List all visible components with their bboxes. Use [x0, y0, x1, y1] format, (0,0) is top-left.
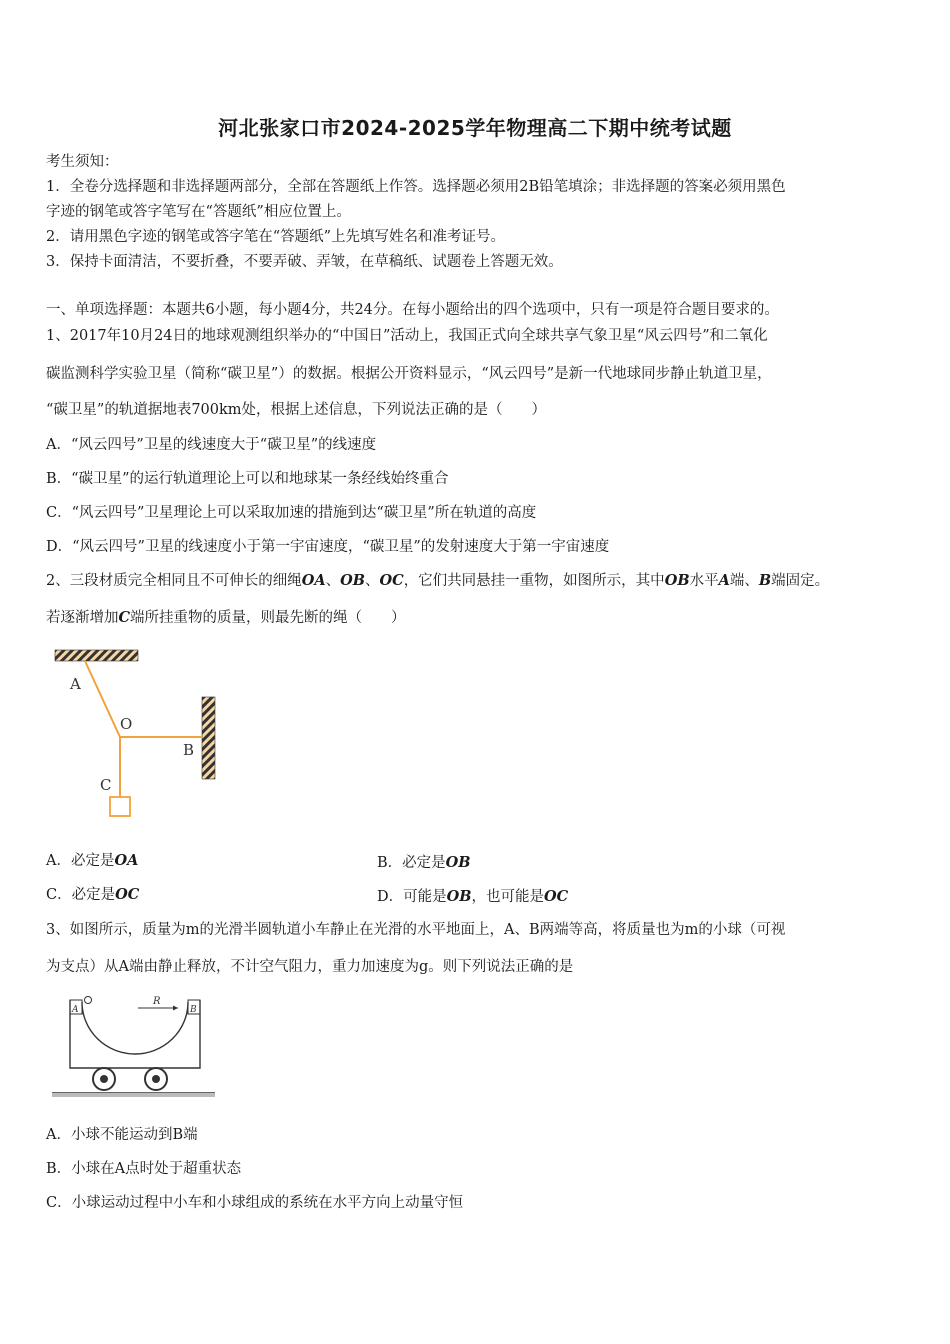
notice-item-1-cont: 字迹的钢笔或答字笔写在“答题纸”相应位置上。 [46, 204, 351, 220]
q2-rope-figure [50, 645, 230, 825]
ball [85, 997, 92, 1004]
q2-option-c [46, 885, 139, 905]
q2-option-a [46, 851, 138, 871]
wheel-right-hub [152, 1075, 160, 1083]
label-a: A [72, 1005, 79, 1015]
q2-var: OC [379, 572, 404, 589]
q1-option-d: D．“风云四号”卫星的线速度小于第一宇宙速度，“碳卫星”的发射速度大于第一宇宙速度 [46, 539, 610, 555]
q3-option-a: A．小球不能运动到B端 [46, 1127, 198, 1143]
ground-hatch [52, 1093, 215, 1097]
q3-line-2: 为支点）从A端由静止释放，不计空气阻力，重力加速度为g。则下列说法正确的是 [46, 959, 574, 975]
q1-option-b: B．“碳卫星”的运行轨道理论上可以和地球某一条经线始终重合 [46, 471, 449, 487]
radius-arrow-head [173, 1006, 178, 1011]
q1-option-a: A．“风云四号”卫星的线速度大于“碳卫星”的线速度 [46, 437, 377, 453]
q2-text: 若逐渐增加 [46, 610, 119, 626]
q3-option-c: C．小球运动过程中小车和小球组成的系统在水平方向上动量守恒 [46, 1195, 464, 1211]
notice-item-3: 3．保持卡面清洁，不要折叠，不要弄破、弄皱，在草稿纸、试题卷上答题无效。 [46, 254, 563, 270]
cart-body [70, 1000, 200, 1068]
label-b: B [183, 741, 195, 759]
q2-text: 端、 [729, 573, 759, 589]
q2-option-var: OC [544, 888, 569, 905]
semicircular-track [82, 1002, 188, 1054]
q2-option-var: OA [114, 852, 139, 869]
section-heading: 一、单项选择题：本题共6小题，每小题4分，共24分。在每小题给出的四个选项中，只有一项是符合题目要求的。 [46, 302, 779, 318]
q2-text: 、 [325, 573, 341, 589]
label-b: B [190, 1005, 197, 1015]
page-title: 河北张家口市2024-2025学年物理高二下期中统考试题 [218, 116, 732, 140]
q2-text: ，它们共同悬挂一重物，如图所示，其中 [403, 573, 665, 589]
q2-line-2 [46, 608, 406, 628]
q2-text: 、 [365, 573, 380, 589]
q2-var: C [118, 609, 131, 626]
q3-option-b: B．小球在A点时处于超重状态 [46, 1161, 242, 1177]
q2-text: 端固定。 [771, 573, 830, 589]
notice-item-1: 1．全卷分选择题和非选择题两部分，全部在答题纸上作答。选择题必须用2B铅笔填涂；非选择题的答案必须用黑色 [46, 179, 786, 195]
notice-heading: 考生须知： [46, 154, 119, 170]
q2-text: 端所挂重物的质量，则最先断的绳（ ） [130, 610, 406, 626]
q2-var: A [718, 572, 730, 589]
q2-var: OA [301, 572, 326, 589]
label-o: O [120, 715, 133, 733]
q2-text: 2、三段材质完全相同且不可伸长的细绳 [46, 573, 302, 589]
notice-item-2: 2．请用黑色字迹的钢笔或答字笔在“答题纸”上先填写姓名和准考证号。 [46, 229, 506, 245]
q2-option-text: D．可能是 [377, 889, 447, 905]
q2-var: OB [340, 572, 366, 589]
q2-option-var: OB [445, 854, 471, 871]
q3-cart-figure [50, 990, 225, 1102]
hanging-weight [110, 797, 130, 816]
q1-line-2: 碳监测科学实验卫星（简称“碳卫星”）的数据。根据公开资料显示，“风云四号”是新一代地球同步静止轨道卫星， [46, 366, 772, 382]
ceiling-support [55, 650, 138, 661]
q2-option-text: ，也可能是 [471, 889, 545, 905]
q1-line-3: “碳卫星”的轨道据地表700km处，根据上述信息，下列说法正确的是（ ） [46, 402, 547, 418]
wheel-left-hub [100, 1075, 108, 1083]
q2-option-b [377, 851, 471, 872]
q2-option-var: OC [115, 886, 140, 903]
rope-oa [85, 661, 120, 737]
q2-option-d [377, 885, 568, 906]
q2-option-text: B．必定是 [377, 855, 446, 871]
label-c: C [100, 776, 112, 794]
q2-line-1 [46, 571, 829, 591]
q3-line-1: 3、如图所示，质量为m的光滑半圆轨道小车静止在光滑的水平地面上，A、B两端等高，将质量也为m的小球（可视 [46, 922, 786, 938]
q2-text: 水平 [689, 573, 719, 589]
q2-var: OB [664, 572, 690, 589]
wall-support [202, 697, 215, 779]
q2-var: B [758, 572, 772, 589]
label-r: R [153, 996, 161, 1007]
q2-option-text: A．必定是 [46, 853, 115, 869]
q2-option-var: OB [446, 888, 472, 905]
q2-option-text: C．必定是 [46, 887, 116, 903]
q1-option-c: C．“风云四号”卫星理论上可以采取加速的措施到达“碳卫星”所在轨道的高度 [46, 505, 537, 521]
q1-line-1: 1、2017年10月24日的地球观测组织举办的“中国日”活动上，我国正式向全球共享气象卫星“风云四号”和二氧化 [46, 328, 768, 344]
label-a: A [70, 675, 81, 693]
